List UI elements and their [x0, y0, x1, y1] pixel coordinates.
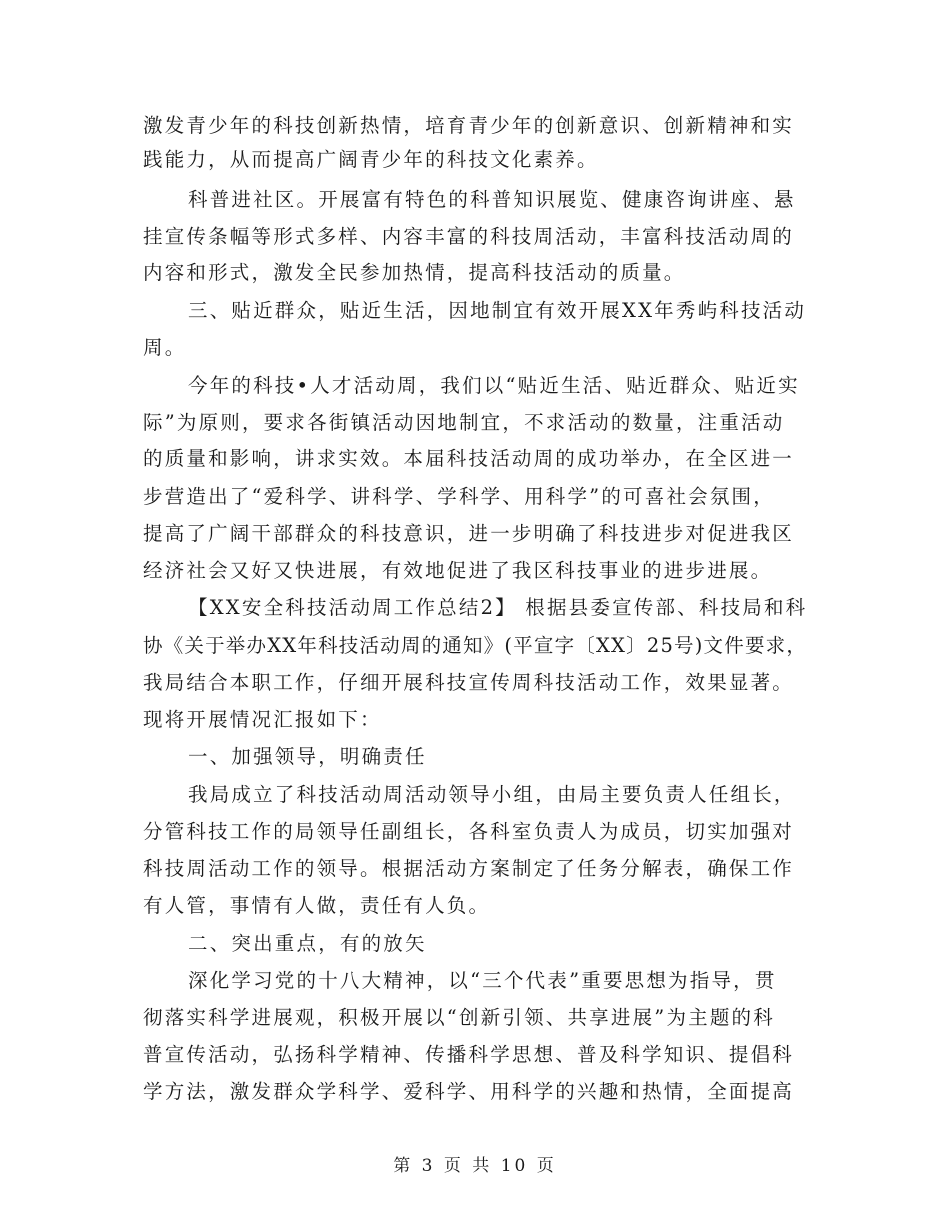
page-number-footer: 第 3 页 共 10 页	[393, 1156, 557, 1176]
text-line: 科普进社区。开展富有特色的科普知识展览、健康咨询讲座、悬	[188, 188, 796, 211]
text-line: 挂宣传条幅等形式多样、内容丰富的科技周活动，丰富科技活动周的	[143, 225, 795, 248]
text-line: 我局成立了科技活动周活动领导小组，由局主要负责人任组长，	[188, 783, 796, 806]
text-line: 我局结合本职工作，仔细开展科技宣传周科技活动工作，效果显著。	[143, 671, 795, 694]
text-line: 协《关于举办XX年科技活动周的通知》(平宣字〔XX〕25号)文件要求，	[143, 634, 808, 657]
section-heading: 二、突出重点，有的放矢	[188, 932, 427, 955]
text-line: 周。	[143, 336, 187, 359]
text-line: 今年的科技•人才活动周，我们以“贴近生活、贴近群众、贴近实	[188, 374, 800, 397]
text-line: 彻落实科学进展观，积极开展以“创新引领、共享进展”为主题的科	[143, 1006, 775, 1029]
text-line: 现将开展情况汇报如下：	[143, 708, 382, 731]
text-line: 科技周活动工作的领导。根据活动方案制定了任务分解表，确保工作	[143, 857, 795, 880]
text-line: 深化学习党的十八大精神，以“三个代表”重要思想为指导，贯	[188, 969, 777, 992]
text-line: 有人管，事情有人做，责任有人负。	[143, 894, 491, 917]
text-line: 提高了广阔干部群众的科技意识，进一步明确了科技进步对促进我区	[143, 522, 795, 545]
section-heading: 一、加强领导，明确责任	[188, 745, 427, 768]
text-line: 际”为原则，要求各街镇活动因地制宜，不求活动的数量，注重活动	[143, 411, 785, 434]
text-line: 践能力，从而提高广阔青少年的科技文化素养。	[143, 148, 599, 171]
text-line: 步营造出了“爱科学、讲科学、学科学、用科学”的可喜社会氛围，	[143, 485, 775, 508]
text-line: 内容和形式，激发全民参加热情，提高科技活动的质量。	[143, 261, 686, 284]
text-line: 学方法，激发群众学科学、爱科学、用科学的兴趣和热情，全面提高	[143, 1080, 795, 1103]
text-line: 普宣传活动，弘扬科学精神、传播科学思想、普及科学知识、提倡科	[143, 1043, 795, 1066]
text-line: 【XX安全科技活动周工作总结2】 根据县委宣传部、科技局和科	[188, 596, 808, 619]
text-line: 分管科技工作的局领导任副组长，各科室负责人为成员，切实加强对	[143, 820, 795, 843]
text-line: 三、贴近群众，贴近生活，因地制宜有效开展XX年秀屿科技活动	[188, 299, 807, 322]
text-line: 激发青少年的科技创新热情，培育青少年的创新意识、创新精神和实	[143, 114, 795, 137]
text-line: 经济社会又好又快进展，有效地促进了我区科技事业的进步进展。	[143, 559, 773, 582]
text-line: 的质量和影响，讲求实效。本届科技活动周的成功举办，在全区进一	[143, 447, 795, 470]
